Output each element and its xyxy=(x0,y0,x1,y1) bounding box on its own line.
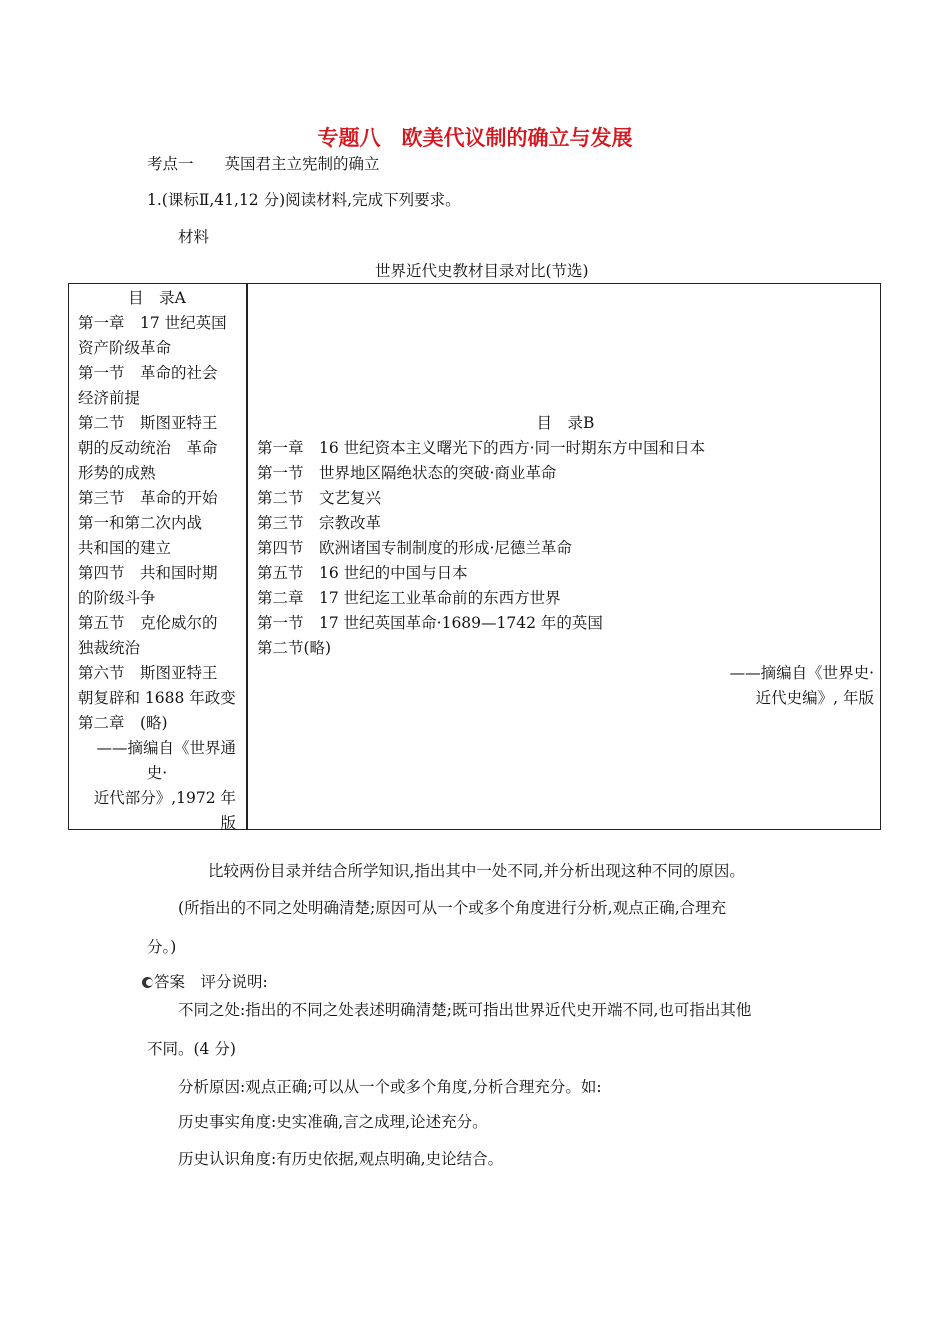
answer-text: 历史认识角度:有历史依据,观点明确,史论结合。 xyxy=(178,1150,504,1168)
answer-text: 历史事实角度:史实准确,言之成理,论述充分。 xyxy=(178,1113,488,1131)
prompt-text: (所指出的不同之处明确清楚;原因可从一个或多个角度进行分析,观点正确,合理充 xyxy=(178,899,727,917)
col-b-line: 第二章 17 世纪迄工业革命前的东西方世界 xyxy=(257,589,561,607)
table-divider xyxy=(246,284,248,829)
prompt-text: 分。) xyxy=(147,938,177,956)
col-a-line: 共和国的建立 xyxy=(78,539,172,557)
col-b-line: 第二节 文艺复兴 xyxy=(257,489,382,507)
page-title: 专题八 欧美代议制的确立与发展 xyxy=(317,126,633,150)
col-a-line: 形势的成熟 xyxy=(78,464,156,482)
answer-text: 不同之处:指出的不同之处表述明确清楚;既可指出世界近代史开端不同,也可指出其他 xyxy=(178,1001,752,1019)
table-caption: 世界近代史教材目录对比(节选) xyxy=(375,262,589,280)
col-a-line: 的阶级斗争 xyxy=(78,589,156,607)
col-b-line: 第一节 世界地区隔绝状态的突破·商业革命 xyxy=(257,464,557,482)
col-a-line: 资产阶级革命 xyxy=(78,339,172,357)
col-a-line: 独裁统治 xyxy=(78,639,141,657)
col-a-line: 第二节 斯图亚特王 xyxy=(78,414,218,432)
col-b-line: 第二节(略) xyxy=(257,639,332,657)
col-a-source: 近代部分》,1972 年 xyxy=(93,789,236,807)
col-a-line: 第一章 17 世纪英国 xyxy=(78,314,227,332)
col-b-line: 第一节 17 世纪英国革命·1689—1742 年的英国 xyxy=(257,614,603,632)
col-a-source: 版 xyxy=(220,814,236,832)
answer-heading xyxy=(142,970,268,992)
answer-text: 分析原因:观点正确;可以从一个或多个角度,分析合理充分。如: xyxy=(178,1078,602,1096)
material-label: 材料 xyxy=(178,228,210,246)
col-a-source: ——摘编自《世界通 xyxy=(96,739,236,757)
col-a-heading: 目 录A xyxy=(128,289,186,307)
col-b-line: 第一章 16 世纪资本主义曙光下的西方·同一时期东方中国和日本 xyxy=(257,439,706,457)
col-a-line: 第六节 斯图亚特王 xyxy=(78,664,218,682)
col-a-line: 第二章 (略) xyxy=(78,714,168,732)
col-a-line: 第一节 革命的社会 xyxy=(78,364,218,382)
col-a-line: 第五节 克伦威尔的 xyxy=(78,614,218,632)
col-b-line: 第四节 欧洲诸国专制制度的形成·尼德兰革命 xyxy=(257,539,572,557)
question-stem: 1.(课标Ⅱ,41,12 分)阅读材料,完成下列要求。 xyxy=(147,191,461,209)
col-a-line: 第一和第二次内战 xyxy=(78,514,203,532)
col-b-line: 第三节 宗教改革 xyxy=(257,514,382,532)
col-a-line: 朝的反动统治 革命 xyxy=(78,439,218,457)
section-heading: 考点一 英国君主立宪制的确立 xyxy=(147,155,380,173)
col-a-line: 经济前提 xyxy=(78,389,141,407)
col-a-line: 第四节 共和国时期 xyxy=(78,564,218,582)
prompt-text: 比较两份目录并结合所学知识,指出其中一处不同,并分析出现这种不同的原因。 xyxy=(208,862,745,880)
answer-marker-icon xyxy=(142,977,153,988)
col-b-heading: 目 录B xyxy=(536,414,595,432)
col-b-source: ——摘编自《世界史· xyxy=(729,664,874,682)
answer-label: 答案 评分说明: xyxy=(154,973,268,991)
comparison-table xyxy=(68,283,881,830)
answer-text: 不同。(4 分) xyxy=(147,1040,236,1058)
col-a-source: 史· xyxy=(146,764,168,782)
col-b-source: 近代史编》, 年版 xyxy=(755,689,874,707)
col-a-line: 第三节 革命的开始 xyxy=(78,489,218,507)
table-column-a xyxy=(78,286,236,836)
col-b-line: 第五节 16 世纪的中国与日本 xyxy=(257,564,468,582)
table-column-b xyxy=(257,411,874,711)
col-a-line: 朝复辟和 1688 年政变 xyxy=(78,689,236,707)
